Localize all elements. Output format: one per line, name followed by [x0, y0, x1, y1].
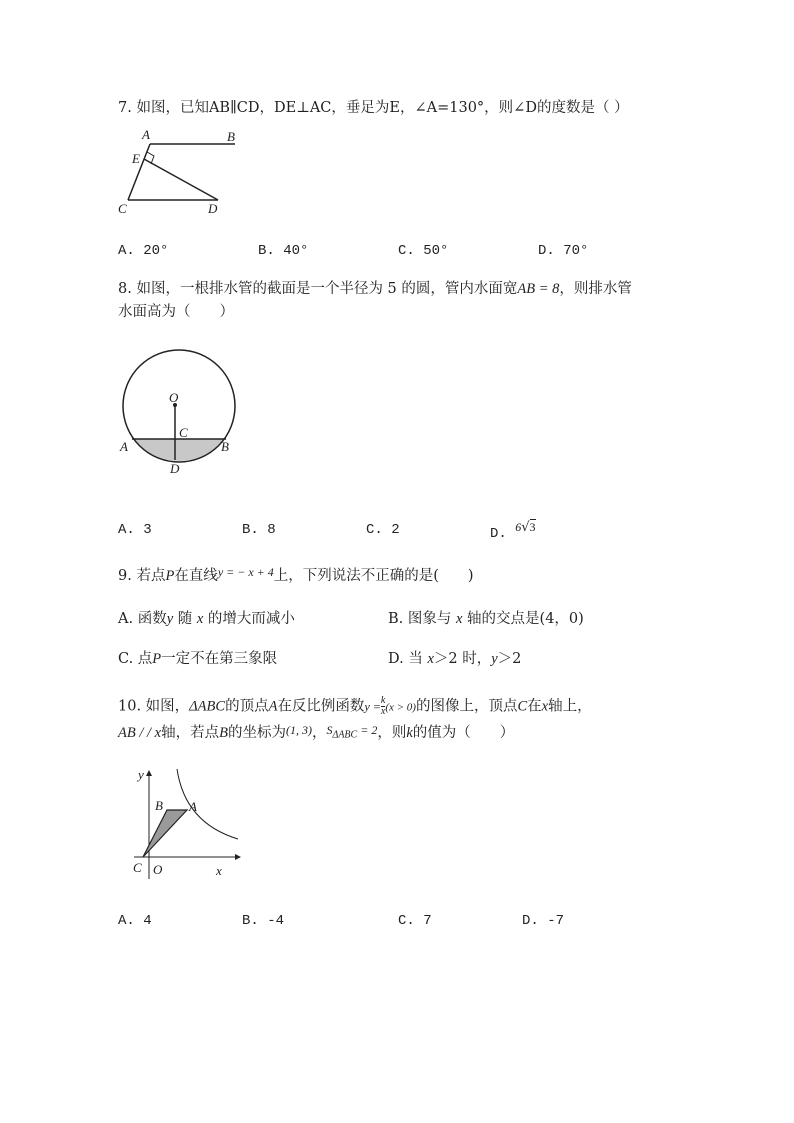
q10-option-b: B. -4 [242, 913, 285, 929]
q8-label-o: O [169, 390, 179, 405]
q8-stem-line2: 水面高为（ ） [118, 304, 234, 320]
q9-stem: 9. 若点P在直线$^{y = - x + 4}$上，下列说法不正确的是( ) [118, 565, 474, 584]
q7-label-e: E [132, 151, 140, 166]
q10-stem-line1: 10. 如图，ΔABC的顶点A在反比例函数y = $\frac{k}{x}$ (x > 0)的图像上，顶点C在x轴上， [118, 695, 592, 717]
q10-hyperbola-curve [177, 769, 238, 839]
q9-option-a: A. 函数y 随 x 的增大而减小 [118, 611, 295, 627]
q7-label-c: C [118, 201, 127, 216]
q7-label-d: D [208, 201, 218, 216]
q10-label-x: x [216, 863, 222, 878]
q8-option-c: C. 2 [366, 522, 400, 538]
q8-water-region [134, 439, 224, 461]
q8-option-d: D. 6√3 [490, 520, 536, 542]
q8-option-b: B. 8 [242, 522, 276, 538]
q10-label-y: y [138, 767, 144, 782]
q10-label-o: O [153, 862, 163, 877]
q8-stem-line1: 8. 如图，一根排水管的截面是一个半径为 5 的圆，管内水面宽AB = 8，则排水管 [118, 281, 632, 297]
q10-stem-line2: AB / / x轴，若点B的坐标为$^{(1, 3)}$，$^{S_{\Delta ABC} = 2}$，则k的值为（ ） [118, 723, 515, 741]
q7-segment-ed [144, 159, 218, 200]
q9-option-d: D. 当 x＞2 时，y＞2 [388, 651, 522, 667]
q7-figure [110, 125, 250, 220]
q8-option-a: A. 3 [118, 522, 152, 538]
q9-option-c: C. 点P一定不在第三象限 [118, 651, 278, 667]
q7-option-c: C. 50° [398, 243, 449, 259]
q7-option-a: A. 20° [118, 243, 169, 259]
q10-triangle-abc [143, 810, 187, 857]
q7-option-b: B. 40° [258, 243, 309, 259]
q10-option-c: C. 7 [398, 913, 432, 929]
q7-stem: 7. 如图，已知AB∥CD，DE⊥AC，垂足为E，∠A=130°，则∠D的度数是（ ） [118, 100, 629, 116]
q10-label-a: A [189, 799, 197, 814]
q7-label-b: B [227, 129, 235, 144]
q10-label-c: C [133, 860, 142, 875]
q7-option-d: D. 70° [538, 243, 589, 259]
q8-label-c: C [179, 425, 188, 440]
q10-label-b: B [155, 798, 163, 813]
q8-figure [110, 345, 250, 480]
q10-fraction: $\frac{k}{x}$ [380, 695, 386, 717]
q9-option-b: B. 图象与 x 轴的交点是(4，0) [388, 611, 584, 627]
q8-label-a: A [120, 439, 128, 454]
q10-option-d: D. -7 [522, 913, 565, 929]
q7-label-a: A [142, 127, 150, 142]
q10-option-a: A. 4 [118, 913, 152, 929]
q8-label-b: B [221, 439, 229, 454]
q8-label-d: D [170, 461, 180, 476]
q10-figure [130, 763, 250, 883]
